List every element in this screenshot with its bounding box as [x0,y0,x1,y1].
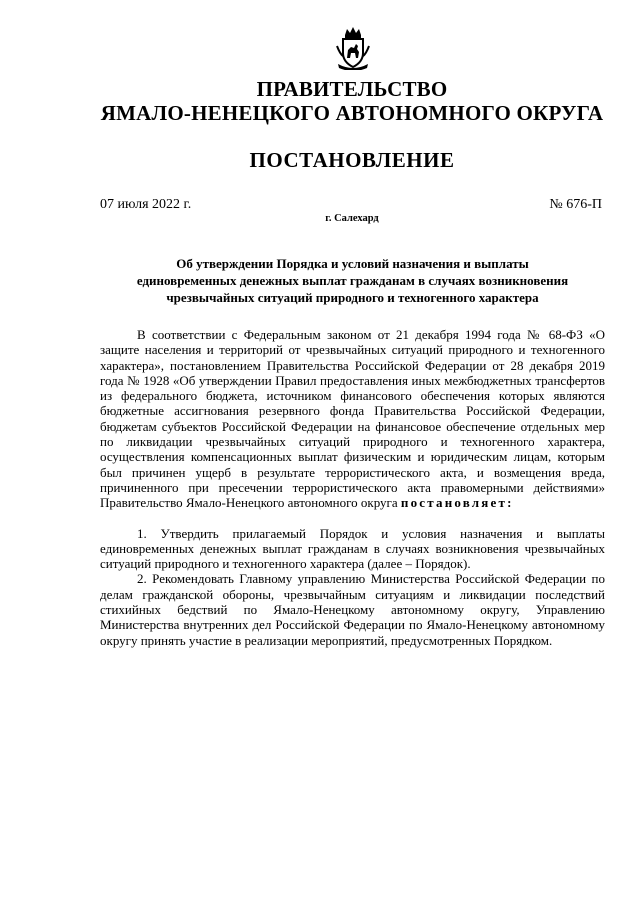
coat-of-arms-icon [334,26,372,70]
region-title: ЯМАЛО-НЕНЕЦКОГО АВТОНОМНОГО ОКРУГА [100,101,604,125]
clause-2: 2. Рекомендовать Главному управлению Министерства Российской Федерации по делам гражданской обороны, чрезвычайным ситуациям и ликвидации последствий стихийных бедствий по Ямало-Ненецкому автономному округу, Управлению Министерства внутренних дел Российской Федерации по Ямало-Ненецкому автономному округу принять участие в реализации мероприятий, предусмотренных Порядком. [100,571,605,648]
title-line: единовременных денежных выплат гражданам в случаях возникновения [136,273,569,288]
clause-1: 1. Утвердить прилагаемый Порядок и условия назначения и выплаты единовременных денежных выплат гражданам в случаях возникновения чрезвычайных ситуаций природного и техногенного характера (далее – Порядок). [100,525,605,572]
document-body [100,327,605,648]
title-line: чрезвычайных ситуаций природного и техногенного характера [166,290,539,305]
document-date: 07 июля 2022 г. [100,197,192,212]
government-title: ПРАВИТЕЛЬСТВО [256,77,448,101]
title-line: Об утверждении Порядка и условий назначения и выплаты [176,256,529,271]
preamble-text: В соответствии с Федеральным законом от 21 декабря 1994 года № 68-ФЗ «О защите населения и территорий от чрезвычайных ситуаций природного и техногенного характера», постановлением Правительства Российской Федерации от 28 декабря 2019 года № 1928 «Об утверждении Правил предоставления иных межбюджетных трансфертов из федерального бюджета, источником финансового обеспечения которых являются бюджетные ассигнования резервного фонда Правительства Российской Федерации, бюджетам субъектов Российской Федерации на финансовое обеспечение отдельных мер по ликвидации чрезвычайных ситуаций природного и техногенного характера, осуществления компенсационных выплат физическим и юридическим лицам, которым был причинен ущерб в результате террористического акта, и возмещения вреда, причиненного при пресечении террористического акта правомерными действиями» Правительство Ямало-Ненецкого автономного округа [100,327,605,511]
document-title [100,255,605,306]
preamble-paragraph [100,327,605,511]
document-number: № 676-П [549,197,602,212]
resolves-keyword: постановляет: [400,495,514,511]
document-type: ПОСТАНОВЛЕНИЕ [249,148,455,172]
document-city: г. Салехард [325,213,379,224]
